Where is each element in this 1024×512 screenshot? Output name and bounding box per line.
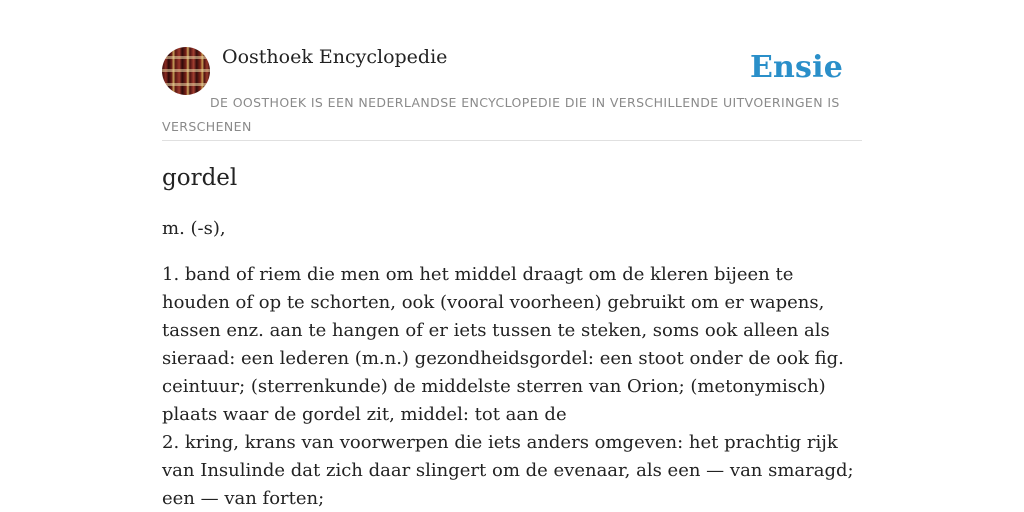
site-name-link[interactable]: Oosthoek Encyclopedie xyxy=(222,46,448,68)
definition-2: 2. kring, krans van voorwerpen die iets anders omgeven: het prachtig rijk van Insulinde dat zich daar slingert om de evenaar, als een — van smaragd; een — van forten; xyxy=(162,432,854,509)
definition-list xyxy=(162,261,866,512)
definition-1: 1. band of riem die men om het middel draagt om de kleren bijeen te houden of op te schorten, ook (vooral voorheen) gebruikt om er wapens, tassen enz. aan te hangen of er iets tussen te steken, soms ook alleen als sieraad: een lederen (m.n.) gezondheidsgordel: een stoot onder de ook fig. ceintuur; (sterrenkunde) de middelste sterren van Orion; (metonymisch) plaats waar de gordel zit, middel: tot aan de xyxy=(162,264,844,425)
brand-logo-link[interactable]: Ensie xyxy=(749,50,843,85)
site-tagline: DE OOSTHOEK IS EEN NEDERLANDSE ENCYCLOPEDIE DIE IN VERSCHILLENDE UITVOERINGEN IS VERSCHENEN xyxy=(162,95,840,134)
entry-content xyxy=(162,162,866,512)
entry-grammar: m. (-s), xyxy=(162,218,226,239)
book-spines-icon[interactable] xyxy=(162,47,210,95)
entry-title: gordel xyxy=(162,165,238,191)
site-header xyxy=(162,45,862,141)
